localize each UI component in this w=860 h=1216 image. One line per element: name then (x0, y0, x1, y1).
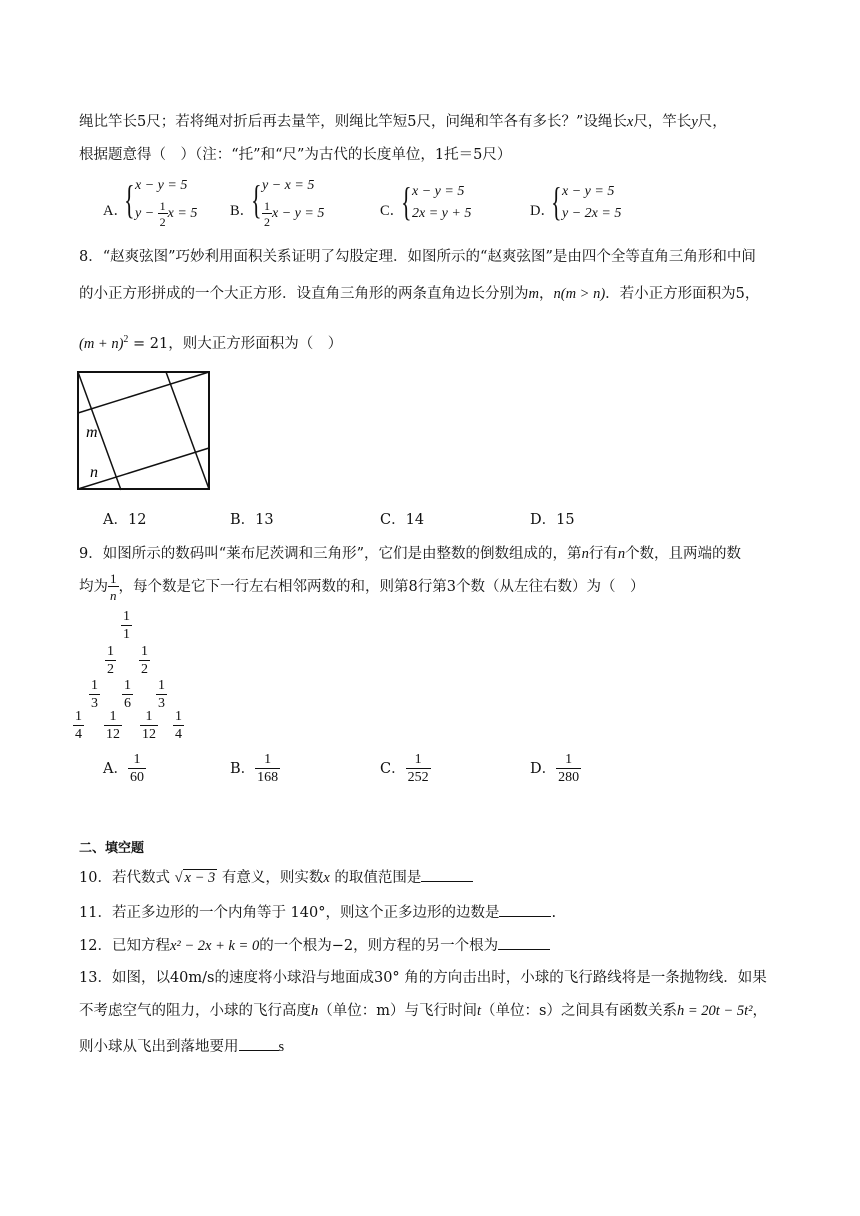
var-t: t (477, 1003, 482, 1019)
numerator: 1 (158, 678, 165, 693)
denominator: 2 (107, 662, 114, 677)
q10-text: 的取值范围是 (329, 870, 422, 886)
denominator: 168 (257, 770, 279, 785)
triangle-edge (78, 372, 209, 413)
equation-2: 2x = y + 5 (412, 206, 472, 221)
q8-option-b: B．13 (230, 512, 274, 528)
var-h: h (311, 1003, 319, 1019)
var-y: y (691, 114, 698, 130)
option-label: D． (530, 761, 557, 777)
denominator: 4 (75, 727, 82, 742)
numerator: 1 (128, 753, 146, 769)
eq-part: x − y = 5 (272, 206, 325, 222)
denominator: 1 (123, 627, 130, 642)
q11-text: . (551, 905, 557, 921)
denominator: n (110, 588, 117, 603)
q9-line-2 (79, 572, 644, 602)
brace-icon: { (251, 177, 262, 222)
denominator: 3 (158, 696, 165, 711)
q12-text: 的一个根为−2，则方程的另一个根为 (259, 938, 499, 954)
triangle-cell (122, 679, 133, 711)
numerator: 1 (175, 709, 182, 724)
q10-line (79, 866, 473, 888)
q9-option-c (380, 751, 431, 787)
denominator: 2 (159, 215, 166, 229)
fraction (104, 710, 122, 742)
fraction (140, 710, 158, 742)
q13-text: （单位：m）与飞行时间 (318, 1003, 477, 1019)
triangle-cell (121, 610, 132, 642)
fraction (139, 645, 150, 677)
denominator: 4 (175, 727, 182, 742)
equation-1: y − x = 5 (262, 178, 315, 193)
q9-text: 个数，且两端的数 (625, 546, 742, 562)
denominator: 2 (141, 662, 148, 677)
q9-text: 均为 (79, 579, 108, 595)
q9-text: ，每个数是它下一行左右相邻两数的和，则第8行第3个数（从左往右数）为（ ） (118, 579, 645, 595)
numerator: 1 (110, 571, 117, 586)
numerator: 1 (104, 710, 122, 726)
radicand: x − 3 (184, 870, 216, 886)
denominator: 280 (558, 770, 580, 785)
condition: (m > n) (560, 286, 606, 302)
var-n: n (553, 286, 561, 302)
triangle-cell (104, 710, 122, 742)
q13-text: 则小球从飞出到落地要用 (79, 1039, 239, 1055)
numerator: 1 (255, 753, 280, 769)
q9-text: 9．如图所示的数码叫“莱布尼茨调和三角形”，它们是由整数的倒数组成的，第 (79, 546, 582, 562)
denominator: 60 (129, 770, 144, 785)
brace-icon: { (124, 177, 135, 222)
q7-option-b-system (251, 176, 351, 228)
q7-line-1 (79, 112, 727, 132)
q7-option-a-system (124, 176, 224, 228)
q7-line-2: 根据题意得（ ）（注：“托”和“尺”为古代的长度单位，1托＝5尺） (79, 147, 512, 163)
triangle-cell (173, 710, 184, 742)
q10-text: 10．若代数式 (79, 870, 175, 886)
q7-text: 尺， (697, 114, 727, 130)
fraction (128, 753, 146, 785)
eq-part: y − (135, 206, 158, 222)
q7-text: 绳比竿长5尺；若将绳对折后再去量竿，则绳比竿短5尺，问绳和竿各有多长？”设绳长 (79, 114, 627, 130)
triangle-cell (105, 645, 116, 677)
option-label: C． (380, 761, 406, 777)
brace-icon: { (551, 179, 562, 224)
q8-option-d: D．15 (530, 512, 575, 528)
q9-option-a (103, 751, 146, 787)
equation: x² − 2x + k = 0 (169, 938, 260, 954)
q8-line-2 (79, 284, 759, 304)
q13-line-3 (79, 1035, 284, 1057)
denominator: 252 (407, 770, 429, 785)
triangle-cell (73, 710, 84, 742)
q13-line-1: 13．如图，以40m/s的速度将小球沿与地面成30° 角的方向击出时，小球的飞行路线将是一条抛物线．如果 (79, 970, 767, 986)
numerator: 1 (75, 709, 82, 724)
unit: s (278, 1039, 285, 1055)
var-n: n (581, 546, 589, 562)
q8-text: ．若小正方形面积为5， (605, 286, 760, 302)
numerator: 1 (406, 753, 431, 769)
eq-part: x = 5 (167, 206, 198, 222)
function: h = 20t − 5t² (676, 1003, 753, 1019)
fraction (262, 200, 272, 228)
q8-option-a: A．12 (103, 512, 147, 528)
q7-option-b-label: B． (230, 203, 255, 219)
triangle-cell (139, 645, 150, 677)
zhao-shuang-diagram (76, 370, 212, 494)
var-x: x (626, 114, 634, 130)
numerator: 1 (107, 644, 114, 659)
fraction (255, 753, 280, 785)
numerator: 1 (123, 609, 130, 624)
q11-line (79, 901, 556, 923)
q8-text: 的小正方形拼成的一个大正方形．设直角三角形的两条直角边长分别为 (79, 286, 529, 302)
fraction (122, 679, 133, 711)
triangle-edge (78, 372, 121, 490)
q7-option-a-label: A． (103, 203, 128, 219)
q7-option-c-label: C． (380, 203, 405, 219)
numerator: 1 (141, 644, 148, 659)
equation-1: x − y = 5 (562, 184, 615, 199)
numerator: 1 (556, 753, 581, 769)
exponent: 2 (123, 334, 129, 345)
option-label: B． (230, 761, 256, 777)
answer-blank[interactable] (498, 934, 550, 950)
denominator: 2 (264, 215, 270, 229)
numerator: 1 (124, 678, 131, 693)
section-heading: 二、填空题 (79, 841, 145, 856)
var-n: n (617, 546, 626, 562)
q13-text: 不考虑空气的阻力，小球的飞行高度 (79, 1003, 311, 1019)
q7-option-d-system (551, 179, 651, 226)
fraction (156, 679, 167, 711)
q9-text: 行有 (588, 546, 618, 562)
fraction (158, 200, 168, 228)
q12-text: 12．已知方程 (79, 938, 170, 954)
denominator: 6 (124, 696, 131, 711)
fraction (121, 610, 132, 642)
numerator: 1 (159, 199, 166, 213)
label-m: m (86, 424, 98, 441)
q8-text: = 21，则大正方形面积为（ ） (128, 335, 343, 352)
triangle-cell (89, 679, 100, 711)
answer-blank[interactable] (239, 1035, 279, 1051)
equation-2: y − 2x = 5 (562, 206, 622, 221)
fraction (406, 753, 431, 785)
sqrt-icon: √ (174, 870, 183, 886)
fraction (89, 679, 100, 711)
q13-text: ， (752, 1003, 767, 1019)
q9-option-d (530, 751, 581, 787)
numerator: 1 (140, 710, 158, 726)
q13-line-2 (79, 1001, 767, 1021)
q8-option-c: C．14 (380, 512, 425, 528)
equation-2 (135, 200, 197, 228)
var-m: m (528, 286, 539, 302)
denominator: 3 (91, 696, 98, 711)
q9-option-b (230, 751, 280, 787)
triangle-edge (166, 372, 209, 489)
q11-text: 11．若正多边形的一个内角等于 140°，则这个正多边形的边数是 (79, 905, 500, 921)
var-x: x (323, 870, 330, 886)
expression: (m + n) (79, 335, 124, 352)
equation-2 (262, 200, 324, 228)
q7-option-d-label: D． (530, 203, 555, 219)
fraction (556, 753, 581, 785)
q7-option-c-system (401, 179, 501, 226)
option-label: A． (103, 761, 128, 777)
answer-blank[interactable] (499, 901, 551, 917)
equation-1: x − y = 5 (135, 178, 188, 193)
q13-text: （单位：s）之间具有函数关系 (481, 1003, 677, 1019)
brace-icon: { (401, 179, 412, 224)
label-n: n (90, 464, 98, 481)
q8-line-1: 8．“赵爽弦图”巧妙利用面积关系证明了勾股定理．如图所示的“赵爽弦图”是由四个全等直角三角形和中间 (79, 249, 756, 265)
q12-line (79, 934, 550, 956)
denominator: 12 (106, 727, 120, 742)
numerator: 1 (91, 678, 98, 693)
answer-blank[interactable] (421, 866, 473, 882)
q9-line-1 (79, 544, 741, 564)
fraction (73, 710, 84, 742)
fraction (105, 645, 116, 677)
q8-text: ， (538, 286, 554, 302)
fraction (173, 710, 184, 742)
numerator: 1 (264, 199, 270, 213)
equation-1: x − y = 5 (412, 184, 465, 199)
q10-text: 有意义，则实数 (217, 870, 324, 886)
q7-text: 尺，竿长 (633, 114, 692, 130)
triangle-cell (156, 679, 167, 711)
triangle-cell (140, 710, 158, 742)
fraction-1-over-n (108, 572, 119, 602)
q8-line-3 (79, 330, 342, 354)
denominator: 12 (142, 727, 156, 742)
